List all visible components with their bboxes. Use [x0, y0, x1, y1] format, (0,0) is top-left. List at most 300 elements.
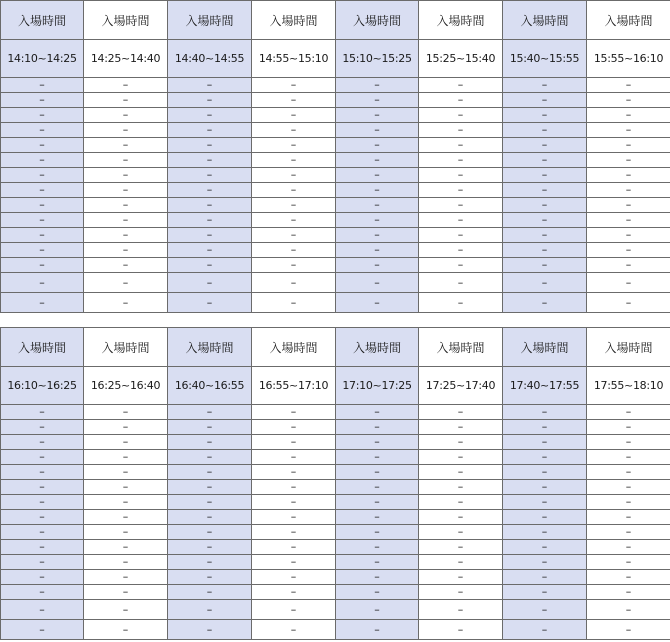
- empty-slot-cell: –: [336, 198, 419, 213]
- empty-slot-cell: –: [419, 273, 503, 293]
- empty-slot-cell: –: [168, 620, 252, 640]
- empty-slot-cell: –: [84, 293, 168, 313]
- empty-slot-cell: –: [336, 555, 419, 570]
- empty-slot-cell: –: [419, 183, 503, 198]
- empty-slot-cell: –: [168, 78, 252, 93]
- empty-slot-cell: –: [252, 570, 336, 585]
- empty-slot-cell: –: [419, 540, 503, 555]
- entry-time-header: 入場時間: [336, 328, 419, 367]
- empty-slot-cell: –: [252, 510, 336, 525]
- entry-time-table: [0, 327, 670, 640]
- table-row: [1, 198, 670, 213]
- empty-slot-cell: –: [84, 600, 168, 620]
- entry-time-header: 入場時間: [252, 328, 336, 367]
- empty-slot-cell: –: [503, 243, 587, 258]
- empty-slot-cell: –: [252, 585, 336, 600]
- empty-slot-cell: –: [336, 585, 419, 600]
- empty-slot-cell: –: [336, 108, 419, 123]
- timetable-block-2: [0, 327, 670, 640]
- entry-time-header: 入場時間: [1, 1, 84, 40]
- empty-slot-cell: –: [336, 510, 419, 525]
- empty-slot-cell: –: [1, 465, 84, 480]
- empty-slot-cell: –: [168, 570, 252, 585]
- empty-slot-cell: –: [168, 495, 252, 510]
- empty-slot-cell: –: [503, 108, 587, 123]
- empty-slot-cell: –: [1, 555, 84, 570]
- empty-slot-cell: –: [84, 555, 168, 570]
- empty-slot-cell: –: [503, 228, 587, 243]
- table-row: [1, 168, 670, 183]
- empty-slot-cell: –: [84, 495, 168, 510]
- empty-slot-cell: –: [503, 465, 587, 480]
- header-row: [1, 328, 670, 367]
- empty-slot-cell: –: [168, 273, 252, 293]
- empty-slot-cell: –: [252, 123, 336, 138]
- entry-time-header: 入場時間: [84, 328, 168, 367]
- empty-slot-cell: –: [1, 198, 84, 213]
- empty-slot-cell: –: [587, 620, 670, 640]
- empty-slot-cell: –: [252, 273, 336, 293]
- empty-slot-cell: –: [84, 450, 168, 465]
- empty-slot-cell: –: [1, 138, 84, 153]
- empty-slot-cell: –: [168, 525, 252, 540]
- empty-slot-cell: –: [419, 258, 503, 273]
- empty-slot-cell: –: [419, 108, 503, 123]
- header-row: [1, 1, 670, 40]
- empty-slot-cell: –: [503, 183, 587, 198]
- empty-slot-cell: –: [168, 600, 252, 620]
- table-row: [1, 183, 670, 198]
- time-slot-cell: 16:25~16:40: [84, 367, 168, 405]
- empty-slot-cell: –: [84, 480, 168, 495]
- empty-slot-cell: –: [419, 93, 503, 108]
- empty-slot-cell: –: [252, 293, 336, 313]
- empty-slot-cell: –: [84, 273, 168, 293]
- empty-slot-cell: –: [84, 540, 168, 555]
- empty-slot-cell: –: [336, 450, 419, 465]
- empty-slot-cell: –: [503, 570, 587, 585]
- empty-slot-cell: –: [336, 258, 419, 273]
- empty-slot-cell: –: [336, 540, 419, 555]
- empty-slot-cell: –: [503, 585, 587, 600]
- empty-slot-cell: –: [1, 435, 84, 450]
- empty-slot-cell: –: [84, 198, 168, 213]
- entry-time-header: 入場時間: [168, 1, 252, 40]
- time-slot-row: [1, 40, 670, 78]
- entry-time-header: 入場時間: [503, 1, 587, 40]
- empty-slot-cell: –: [587, 540, 670, 555]
- empty-slot-cell: –: [168, 108, 252, 123]
- empty-slot-cell: –: [84, 93, 168, 108]
- empty-slot-cell: –: [168, 138, 252, 153]
- empty-slot-cell: –: [252, 168, 336, 183]
- empty-slot-cell: –: [168, 555, 252, 570]
- empty-slot-cell: –: [84, 153, 168, 168]
- empty-slot-cell: –: [419, 243, 503, 258]
- empty-slot-cell: –: [336, 465, 419, 480]
- empty-slot-cell: –: [336, 243, 419, 258]
- empty-slot-cell: –: [419, 570, 503, 585]
- empty-slot-cell: –: [252, 258, 336, 273]
- empty-slot-cell: –: [587, 570, 670, 585]
- table-row: [1, 108, 670, 123]
- empty-slot-cell: –: [503, 420, 587, 435]
- empty-slot-cell: –: [587, 465, 670, 480]
- time-slot-cell: 17:25~17:40: [419, 367, 503, 405]
- empty-slot-cell: –: [503, 153, 587, 168]
- empty-slot-cell: –: [168, 420, 252, 435]
- empty-slot-cell: –: [252, 108, 336, 123]
- empty-slot-cell: –: [587, 600, 670, 620]
- table-row: [1, 405, 670, 420]
- table-row: [1, 153, 670, 168]
- empty-slot-cell: –: [419, 525, 503, 540]
- empty-slot-cell: –: [168, 435, 252, 450]
- empty-slot-cell: –: [252, 450, 336, 465]
- time-slot-cell: 16:55~17:10: [252, 367, 336, 405]
- empty-slot-cell: –: [168, 228, 252, 243]
- empty-slot-cell: –: [252, 620, 336, 640]
- empty-slot-cell: –: [503, 273, 587, 293]
- empty-slot-cell: –: [419, 600, 503, 620]
- empty-slot-cell: –: [419, 495, 503, 510]
- table-row: [1, 450, 670, 465]
- empty-slot-cell: –: [252, 183, 336, 198]
- entry-time-header: 入場時間: [503, 328, 587, 367]
- empty-slot-cell: –: [1, 213, 84, 228]
- empty-slot-cell: –: [503, 293, 587, 313]
- empty-slot-cell: –: [1, 228, 84, 243]
- empty-slot-cell: –: [1, 495, 84, 510]
- empty-slot-cell: –: [252, 198, 336, 213]
- timetable-block-1: [0, 0, 670, 313]
- time-slot-cell: 15:55~16:10: [587, 40, 670, 78]
- table-row: [1, 78, 670, 93]
- empty-slot-cell: –: [503, 540, 587, 555]
- table-row: [1, 525, 670, 540]
- empty-slot-cell: –: [1, 183, 84, 198]
- empty-slot-cell: –: [1, 620, 84, 640]
- empty-slot-cell: –: [336, 78, 419, 93]
- table-row: [1, 420, 670, 435]
- time-slot-cell: 16:40~16:55: [168, 367, 252, 405]
- empty-slot-cell: –: [587, 123, 670, 138]
- table-row: [1, 540, 670, 555]
- empty-slot-cell: –: [419, 480, 503, 495]
- empty-slot-cell: –: [84, 570, 168, 585]
- time-slot-cell: 15:10~15:25: [336, 40, 419, 78]
- empty-slot-cell: –: [84, 465, 168, 480]
- empty-slot-cell: –: [168, 465, 252, 480]
- time-slot-cell: 16:10~16:25: [1, 367, 84, 405]
- time-slot-cell: 17:10~17:25: [336, 367, 419, 405]
- time-slot-row: [1, 367, 670, 405]
- empty-slot-cell: –: [168, 480, 252, 495]
- time-slot-cell: 14:40~14:55: [168, 40, 252, 78]
- empty-slot-cell: –: [84, 108, 168, 123]
- table-row: [1, 228, 670, 243]
- empty-slot-cell: –: [503, 620, 587, 640]
- empty-slot-cell: –: [168, 450, 252, 465]
- empty-slot-cell: –: [1, 420, 84, 435]
- empty-slot-cell: –: [503, 258, 587, 273]
- empty-slot-cell: –: [1, 293, 84, 313]
- empty-slot-cell: –: [587, 495, 670, 510]
- empty-slot-cell: –: [252, 465, 336, 480]
- empty-slot-cell: –: [419, 620, 503, 640]
- empty-slot-cell: –: [419, 555, 503, 570]
- table-row: [1, 585, 670, 600]
- empty-slot-cell: –: [252, 555, 336, 570]
- table-row: [1, 435, 670, 450]
- empty-slot-cell: –: [336, 213, 419, 228]
- empty-slot-cell: –: [168, 153, 252, 168]
- empty-slot-cell: –: [84, 405, 168, 420]
- empty-slot-cell: –: [503, 213, 587, 228]
- empty-slot-cell: –: [168, 198, 252, 213]
- empty-slot-cell: –: [1, 405, 84, 420]
- empty-slot-cell: –: [336, 405, 419, 420]
- empty-slot-cell: –: [336, 525, 419, 540]
- entry-time-header: 入場時間: [1, 328, 84, 367]
- table-row: [1, 93, 670, 108]
- empty-slot-cell: –: [252, 435, 336, 450]
- empty-slot-cell: –: [336, 138, 419, 153]
- entry-time-header: 入場時間: [336, 1, 419, 40]
- empty-slot-cell: –: [336, 228, 419, 243]
- empty-slot-cell: –: [168, 510, 252, 525]
- empty-slot-cell: –: [168, 123, 252, 138]
- empty-slot-cell: –: [419, 228, 503, 243]
- empty-slot-cell: –: [84, 620, 168, 640]
- empty-slot-cell: –: [587, 293, 670, 313]
- empty-slot-cell: –: [587, 585, 670, 600]
- empty-slot-cell: –: [503, 480, 587, 495]
- empty-slot-cell: –: [587, 138, 670, 153]
- entry-time-header: 入場時間: [587, 328, 670, 367]
- empty-slot-cell: –: [587, 198, 670, 213]
- empty-slot-cell: –: [503, 495, 587, 510]
- empty-slot-cell: –: [419, 123, 503, 138]
- empty-slot-cell: –: [252, 480, 336, 495]
- empty-slot-cell: –: [503, 78, 587, 93]
- entry-time-header: 入場時間: [168, 328, 252, 367]
- empty-slot-cell: –: [84, 258, 168, 273]
- entry-time-header: 入場時間: [419, 1, 503, 40]
- empty-slot-cell: –: [1, 600, 84, 620]
- empty-slot-cell: –: [587, 153, 670, 168]
- empty-slot-cell: –: [168, 93, 252, 108]
- empty-slot-cell: –: [336, 183, 419, 198]
- empty-slot-cell: –: [252, 153, 336, 168]
- empty-slot-cell: –: [252, 93, 336, 108]
- empty-slot-cell: –: [84, 510, 168, 525]
- empty-slot-cell: –: [168, 213, 252, 228]
- empty-slot-cell: –: [1, 480, 84, 495]
- empty-slot-cell: –: [1, 510, 84, 525]
- empty-slot-cell: –: [1, 108, 84, 123]
- empty-slot-cell: –: [84, 420, 168, 435]
- empty-slot-cell: –: [587, 273, 670, 293]
- table-row: [1, 495, 670, 510]
- empty-slot-cell: –: [587, 243, 670, 258]
- empty-slot-cell: –: [84, 123, 168, 138]
- table-row: [1, 600, 670, 620]
- empty-slot-cell: –: [1, 93, 84, 108]
- empty-slot-cell: –: [336, 480, 419, 495]
- empty-slot-cell: –: [336, 600, 419, 620]
- empty-slot-cell: –: [336, 153, 419, 168]
- empty-slot-cell: –: [419, 465, 503, 480]
- empty-slot-cell: –: [84, 78, 168, 93]
- table-row: [1, 213, 670, 228]
- entry-time-header: 入場時間: [84, 1, 168, 40]
- empty-slot-cell: –: [168, 540, 252, 555]
- empty-slot-cell: –: [84, 525, 168, 540]
- empty-slot-cell: –: [587, 183, 670, 198]
- empty-slot-cell: –: [336, 435, 419, 450]
- empty-slot-cell: –: [503, 555, 587, 570]
- empty-slot-cell: –: [503, 600, 587, 620]
- table-row: [1, 620, 670, 640]
- empty-slot-cell: –: [419, 405, 503, 420]
- empty-slot-cell: –: [419, 138, 503, 153]
- empty-slot-cell: –: [1, 585, 84, 600]
- table-row: [1, 570, 670, 585]
- empty-slot-cell: –: [252, 213, 336, 228]
- empty-slot-cell: –: [503, 525, 587, 540]
- time-slot-cell: 15:25~15:40: [419, 40, 503, 78]
- time-slot-cell: 14:10~14:25: [1, 40, 84, 78]
- empty-slot-cell: –: [252, 600, 336, 620]
- empty-slot-cell: –: [587, 78, 670, 93]
- empty-slot-cell: –: [587, 450, 670, 465]
- table-row: [1, 138, 670, 153]
- time-slot-cell: 17:55~18:10: [587, 367, 670, 405]
- empty-slot-cell: –: [84, 213, 168, 228]
- empty-slot-cell: –: [252, 540, 336, 555]
- empty-slot-cell: –: [419, 435, 503, 450]
- entry-time-header: 入場時間: [252, 1, 336, 40]
- empty-slot-cell: –: [587, 258, 670, 273]
- empty-slot-cell: –: [503, 138, 587, 153]
- empty-slot-cell: –: [252, 420, 336, 435]
- empty-slot-cell: –: [168, 405, 252, 420]
- empty-slot-cell: –: [336, 168, 419, 183]
- empty-slot-cell: –: [587, 93, 670, 108]
- empty-slot-cell: –: [503, 168, 587, 183]
- empty-slot-cell: –: [336, 273, 419, 293]
- empty-slot-cell: –: [503, 198, 587, 213]
- empty-slot-cell: –: [587, 480, 670, 495]
- empty-slot-cell: –: [419, 168, 503, 183]
- empty-slot-cell: –: [336, 420, 419, 435]
- empty-slot-cell: –: [252, 495, 336, 510]
- empty-slot-cell: –: [587, 405, 670, 420]
- time-slot-cell: 17:40~17:55: [503, 367, 587, 405]
- time-slot-cell: 14:55~15:10: [252, 40, 336, 78]
- empty-slot-cell: –: [503, 435, 587, 450]
- table-row: [1, 273, 670, 293]
- empty-slot-cell: –: [336, 620, 419, 640]
- table-row: [1, 293, 670, 313]
- empty-slot-cell: –: [1, 450, 84, 465]
- empty-slot-cell: –: [336, 293, 419, 313]
- empty-slot-cell: –: [1, 540, 84, 555]
- empty-slot-cell: –: [419, 585, 503, 600]
- empty-slot-cell: –: [587, 435, 670, 450]
- empty-slot-cell: –: [336, 570, 419, 585]
- empty-slot-cell: –: [419, 78, 503, 93]
- empty-slot-cell: –: [84, 585, 168, 600]
- empty-slot-cell: –: [419, 510, 503, 525]
- empty-slot-cell: –: [1, 525, 84, 540]
- empty-slot-cell: –: [168, 258, 252, 273]
- empty-slot-cell: –: [84, 228, 168, 243]
- empty-slot-cell: –: [252, 405, 336, 420]
- empty-slot-cell: –: [1, 273, 84, 293]
- table-row: [1, 465, 670, 480]
- empty-slot-cell: –: [252, 228, 336, 243]
- empty-slot-cell: –: [336, 495, 419, 510]
- table-row: [1, 480, 670, 495]
- empty-slot-cell: –: [168, 243, 252, 258]
- empty-slot-cell: –: [503, 450, 587, 465]
- table-row: [1, 510, 670, 525]
- empty-slot-cell: –: [587, 420, 670, 435]
- empty-slot-cell: –: [419, 420, 503, 435]
- empty-slot-cell: –: [84, 435, 168, 450]
- empty-slot-cell: –: [336, 123, 419, 138]
- empty-slot-cell: –: [503, 93, 587, 108]
- empty-slot-cell: –: [168, 293, 252, 313]
- empty-slot-cell: –: [252, 138, 336, 153]
- entry-time-table: [0, 0, 670, 313]
- empty-slot-cell: –: [84, 168, 168, 183]
- empty-slot-cell: –: [168, 168, 252, 183]
- empty-slot-cell: –: [419, 293, 503, 313]
- empty-slot-cell: –: [1, 123, 84, 138]
- empty-slot-cell: –: [587, 525, 670, 540]
- entry-time-header: 入場時間: [587, 1, 670, 40]
- empty-slot-cell: –: [252, 525, 336, 540]
- empty-slot-cell: –: [419, 450, 503, 465]
- empty-slot-cell: –: [336, 93, 419, 108]
- time-slot-cell: 14:25~14:40: [84, 40, 168, 78]
- empty-slot-cell: –: [1, 153, 84, 168]
- table-row: [1, 123, 670, 138]
- empty-slot-cell: –: [1, 570, 84, 585]
- empty-slot-cell: –: [503, 405, 587, 420]
- empty-slot-cell: –: [587, 510, 670, 525]
- empty-slot-cell: –: [419, 198, 503, 213]
- empty-slot-cell: –: [252, 78, 336, 93]
- empty-slot-cell: –: [1, 78, 84, 93]
- empty-slot-cell: –: [1, 258, 84, 273]
- empty-slot-cell: –: [168, 585, 252, 600]
- empty-slot-cell: –: [168, 183, 252, 198]
- empty-slot-cell: –: [587, 108, 670, 123]
- empty-slot-cell: –: [419, 153, 503, 168]
- empty-slot-cell: –: [587, 213, 670, 228]
- empty-slot-cell: –: [252, 243, 336, 258]
- empty-slot-cell: –: [587, 168, 670, 183]
- entry-time-header: 入場時間: [419, 328, 503, 367]
- table-row: [1, 555, 670, 570]
- empty-slot-cell: –: [84, 183, 168, 198]
- empty-slot-cell: –: [503, 510, 587, 525]
- empty-slot-cell: –: [587, 555, 670, 570]
